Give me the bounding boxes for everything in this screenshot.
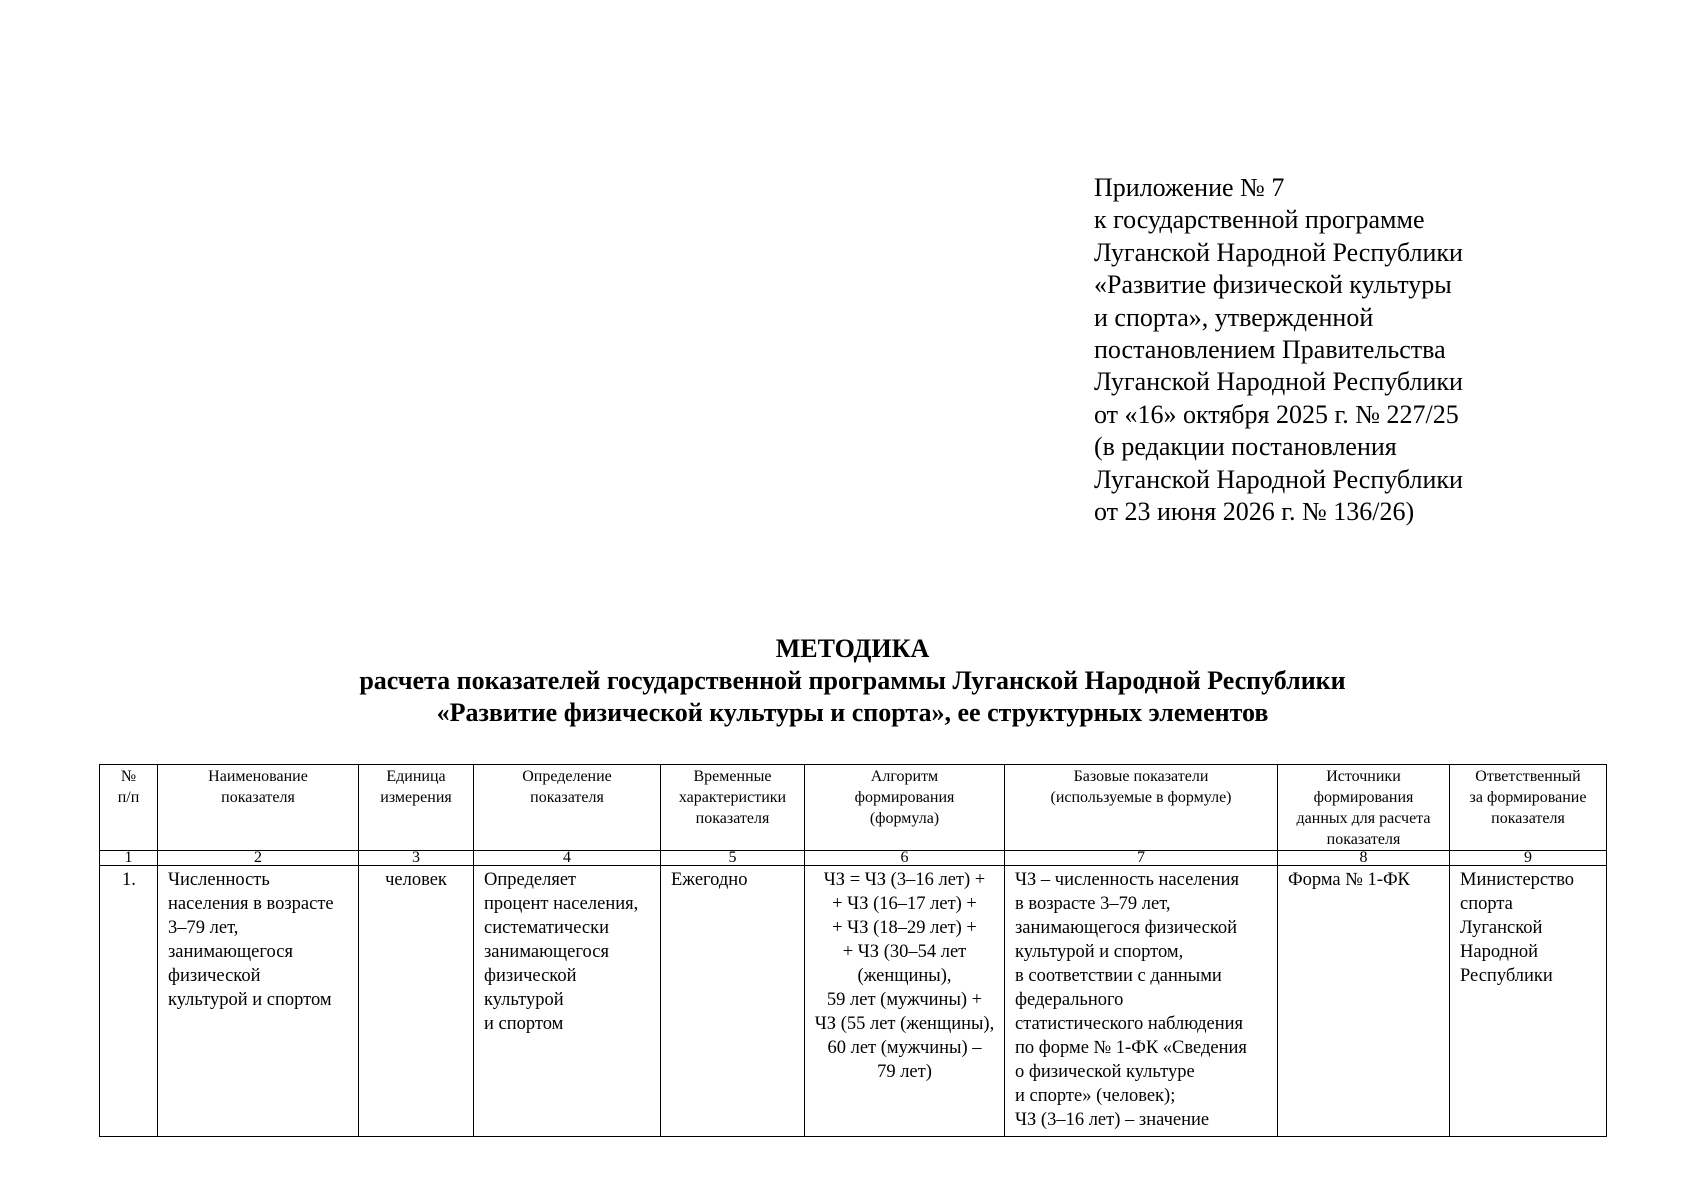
indicator-name-cell: Численность населения в возрасте 3–79 лет, занимающегося физической культурой и спортом bbox=[158, 866, 359, 1137]
periodicity-cell: Ежегодно bbox=[661, 866, 805, 1137]
appendix-line: Луганской Народной Республики bbox=[1094, 464, 1463, 494]
column-number: 7 bbox=[1005, 851, 1278, 866]
header-cell-periodicity: Временные характеристики показателя bbox=[661, 765, 805, 851]
definition-cell: Определяет процент населения, систематически занимающегося физической культурой и спортом bbox=[474, 866, 661, 1137]
appendix-line: от 23 июня 2026 г. № 136/26) bbox=[1094, 497, 1415, 527]
header-cell-source: Источники формирования данных для расчета показателя bbox=[1278, 765, 1450, 851]
formula-cell: ЧЗ = ЧЗ (3–16 лет) + + ЧЗ (16–17 лет) + + ЧЗ (18–29 лет) + + ЧЗ (30–54 лет (женщины), 59 лет (мужчины) + ЧЗ (55 лет (женщины), 60 лет (мужчины) – 79 лет) bbox=[805, 866, 1005, 1137]
table-row bbox=[100, 866, 1607, 1137]
appendix-line: Приложение № 7 bbox=[1094, 173, 1285, 202]
column-number: 1 bbox=[100, 851, 158, 866]
header-cell-formula: Алгоритм формирования (формула) bbox=[805, 765, 1005, 851]
appendix-note bbox=[1094, 172, 1614, 528]
appendix-line: Луганской Народной Республики bbox=[1094, 237, 1463, 267]
column-number: 9 bbox=[1450, 851, 1607, 866]
column-number: 2 bbox=[158, 851, 359, 866]
title-heading: МЕТОДИКА bbox=[775, 634, 930, 663]
methodology-table bbox=[99, 764, 1607, 1137]
column-number: 4 bbox=[474, 851, 661, 866]
column-number: 6 bbox=[805, 851, 1005, 866]
appendix-line: Луганской Народной Республики bbox=[1094, 367, 1463, 397]
unit-cell: человек bbox=[359, 866, 474, 1137]
header-cell-definition: Определение показателя bbox=[474, 765, 661, 851]
appendix-line: к государственной программе bbox=[1094, 205, 1425, 235]
column-number: 5 bbox=[661, 851, 805, 866]
responsible-cell: Министерство спорта Луганской Народной Республики bbox=[1450, 866, 1607, 1137]
title-line: «Развитие физической культуры и спорта», ее структурных элементов bbox=[436, 698, 1269, 727]
appendix-line: постановлением Правительства bbox=[1094, 335, 1446, 365]
header-cell-number: № п/п bbox=[100, 765, 158, 851]
appendix-line: (в редакции постановления bbox=[1094, 432, 1397, 462]
source-cell: Форма № 1-ФК bbox=[1278, 866, 1450, 1137]
header-cell-unit: Единица измерения bbox=[359, 765, 474, 851]
document-title bbox=[100, 633, 1605, 729]
header-cell-responsible: Ответственный за формирование показателя bbox=[1450, 765, 1607, 851]
header-cell-base-indicators: Базовые показатели (используемые в формуле) bbox=[1005, 765, 1278, 851]
column-number: 3 bbox=[359, 851, 474, 866]
base-indicators-cell: ЧЗ – численность населения в возрасте 3–79 лет, занимающегося физической культурой и спортом, в соответствии с данными федерального статистического наблюдения по форме № 1-ФК «Сведения о физической культуре и спорте» (человек); ЧЗ (3–16 лет) – значение bbox=[1005, 866, 1278, 1137]
appendix-line: «Развитие физической культуры bbox=[1094, 270, 1452, 300]
column-number-row bbox=[100, 851, 1607, 866]
row-number: 1. bbox=[100, 866, 158, 1137]
table-header-row bbox=[100, 765, 1607, 851]
appendix-line: от «16» октября 2025 г. № 227/25 bbox=[1094, 399, 1459, 429]
column-number: 8 bbox=[1278, 851, 1450, 866]
title-line: расчета показателей государственной программы Луганской Народной Республики bbox=[359, 666, 1346, 695]
header-cell-name: Наименование показателя bbox=[158, 765, 359, 851]
appendix-line: и спорта», утвержденной bbox=[1094, 302, 1374, 332]
